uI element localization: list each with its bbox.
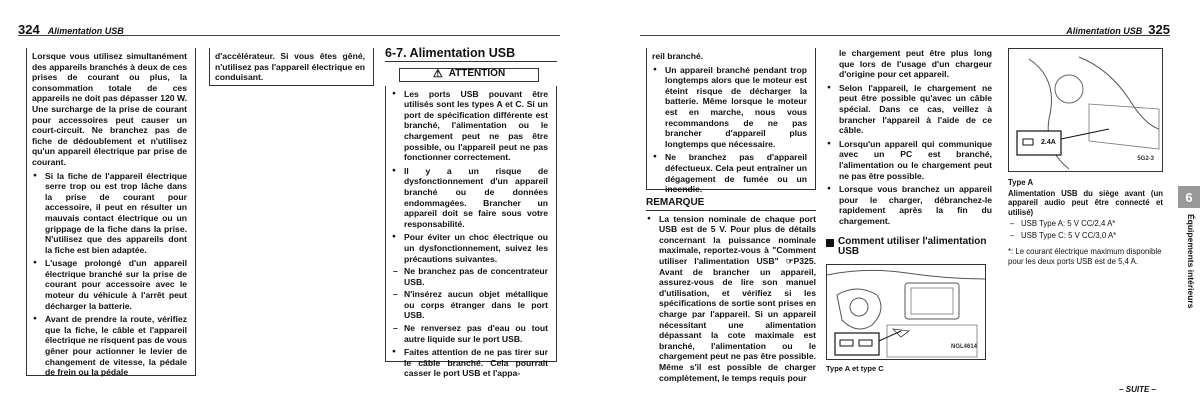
figure-caption: Type A et type C bbox=[826, 363, 884, 373]
list-item: ● Lorsqu'un appareil qui communique avec un PC est branché, l'alimentation ou le chargement peut ne pas être possible. bbox=[826, 139, 992, 181]
left-page bbox=[0, 0, 560, 402]
text-column-2 bbox=[209, 48, 374, 86]
text-column-3 bbox=[1008, 48, 1163, 267]
list-item: ● Lorsque vous branchez un appareil pour le charger, débranchez-le rapidement après la fin du chargement. bbox=[826, 184, 992, 226]
list-item: ● La tension nominale de chaque port USB est de 5 V. Pour plus de détails concernant la puissance nominale maximale, reportez-vous à "Comment utiliser l'alimentation USB" ☞P325. Avant de brancher un appareil, assurez-vous de lire son manuel d'utilisation, et vérifiez si les spécifications de sortie sont prises en charge par l'appareil. Si un appareil nécessitant une alimentation dépassant la cote maximale est branché, l'alimentation ou le chargement peut ne pas être possible. Même s'il est possible de charger complètement, le temps requis pour bbox=[646, 214, 816, 384]
page-number: 324 bbox=[18, 22, 40, 37]
list-item: ● L'usage prolongé d'un appareil électrique branché sur la prise de courant pour accessoire avec le moteur du véhicule à l'arrêt peut décharger la batterie. bbox=[32, 258, 187, 311]
header-rule bbox=[640, 35, 1170, 36]
list-item: ● Ne branchez pas d'appareil défectueux. Cela peut entraîner un dégagement de fumée ou un incendie. bbox=[652, 152, 807, 194]
text-column-3 bbox=[385, 46, 557, 379]
footnote: *: Le courant électrique maximum disponible pour les deux ports USB est de 5,4 A. bbox=[1008, 247, 1162, 267]
continuation-text: reil branché. bbox=[652, 51, 704, 61]
list-item: ● Si la fiche de l'appareil électrique serre trop ou est trop lâche dans la prise de courant pour accessoire, il peut en résulter un mauvais contact électrique ou un grippage de la fiche dans la prise. N'utilisez que des appareils dont la fiche est bien adaptée. bbox=[32, 171, 187, 256]
square-bullet-icon bbox=[826, 239, 834, 247]
type-title: Type A bbox=[1008, 178, 1034, 187]
spec-item: – USB Type A: 5 V CC/2,4 A* bbox=[1008, 219, 1163, 229]
attention-label bbox=[399, 68, 539, 82]
chapter-label: Équipements intérieurs bbox=[1186, 214, 1196, 309]
running-title: Alimentation USB bbox=[47, 26, 124, 36]
figure-code: 5G2-3 bbox=[1137, 156, 1154, 163]
continuation-text: le chargement peut être plus long que lors de l'usage d'un chargeur d'origine pour cet appareil. bbox=[839, 48, 992, 80]
header-rule bbox=[18, 35, 560, 36]
list-item: ● Selon l'appareil, le chargement ne peut être possible qu'avec un câble spécial. Dans ce cas, veillez à brancher l'appareil à l'aide de ce câble. bbox=[826, 83, 992, 136]
running-title: Alimentation USB bbox=[1066, 26, 1143, 36]
text-column-2 bbox=[826, 48, 992, 374]
sub-list-item: – Ne renversez pas d'eau ou tout autre liquide sur le port USB. bbox=[391, 323, 548, 344]
attention-box bbox=[385, 86, 557, 379]
list-item: ● Il y a un risque de dysfonctionnement d'un appareil branché ou de données endommagées. Brancher un appareil doit se faire sous votre responsabilité. bbox=[391, 166, 548, 230]
attention-text: ATTENTION bbox=[448, 68, 506, 80]
list-item: ● Pour éviter un choc électrique ou un dysfonctionnement, suivez les précautions suivantes. bbox=[391, 232, 548, 264]
figure-code: NGL4614 bbox=[950, 344, 977, 351]
spec-item: – USB Type C: 5 V CC/3,0 A* bbox=[1008, 231, 1163, 241]
right-page bbox=[640, 0, 1200, 402]
sub-list-item: – Ne branchez pas de concentrateur USB. bbox=[391, 266, 548, 287]
list-item: ● Les ports USB pouvant être utilisés sont les types A et C. Si un port de spécification différente est branché, l'alimentation ou le chargement peut ne pas être possible, ou l'appareil peut ne pas fonctionner correctement. bbox=[391, 89, 548, 163]
usb-ports-figure bbox=[826, 264, 986, 360]
remarque-heading: REMARQUE bbox=[646, 198, 816, 211]
section-heading: 6-7. Alimentation USB bbox=[385, 48, 557, 62]
list-item: ● Faites attention de ne pas tirer sur le câble branché. Cela pourrait casser le port USB et l'appa- bbox=[391, 347, 548, 379]
list-item: ● Un appareil branché pendant trop longtemps alors que le moteur est éteint risque de décharger la batterie. Même lorsque le moteur est en marche, nous vous recommandons de ne pas brancher d'appareil plus longtemps que nécessaire. bbox=[652, 65, 807, 150]
chapter-tab: 6 bbox=[1178, 186, 1200, 208]
warning-icon: ⚠ bbox=[432, 68, 443, 81]
sub-list-item: – N'insérez aucun objet métallique ou corps étranger dans le port USB. bbox=[391, 289, 548, 321]
intro-paragraph: Lorsque vous utilisez simultanément des appareils branchés à deux de ces prises de courant ou plus, la consommation totale de ces appareils ne doit pas dépasser 120 W. Une surcharge de la prise de courant pour accessoires peut causer un court-circuit. Ne branchez pas de fiche de dédoublement et n'utilisez qu'un appareil électrique par prise de courant. bbox=[32, 51, 187, 167]
front-seat-usb-figure bbox=[1008, 48, 1163, 172]
port-rating-label: 2.4A bbox=[1041, 139, 1056, 146]
subsection-title: Comment utiliser l'alimentation USB bbox=[838, 235, 987, 258]
list-item: ● Avant de prendre la route, vérifiez que la fiche, le câble et l'appareil électrique ne risquent pas de vous gêner pour actionner le levier de changement de vitesse, la pédale de frein ou la pédale bbox=[32, 314, 187, 378]
continuation-paragraph: d'accélérateur. Si vous êtes gêné, n'utilisez pas l'appareil électrique en conduisant. bbox=[215, 51, 365, 83]
subsection-heading bbox=[826, 237, 992, 258]
continued-marker: – SUITE – bbox=[1119, 385, 1156, 394]
attention-continuation-box bbox=[646, 48, 816, 195]
text-column-1 bbox=[646, 48, 816, 383]
page-number: 325 bbox=[1148, 22, 1170, 37]
type-description: Alimentation USB du siège avant (un appareil audio peut être connecté et utilisé) bbox=[1008, 188, 1163, 217]
text-column-1 bbox=[26, 48, 196, 376]
